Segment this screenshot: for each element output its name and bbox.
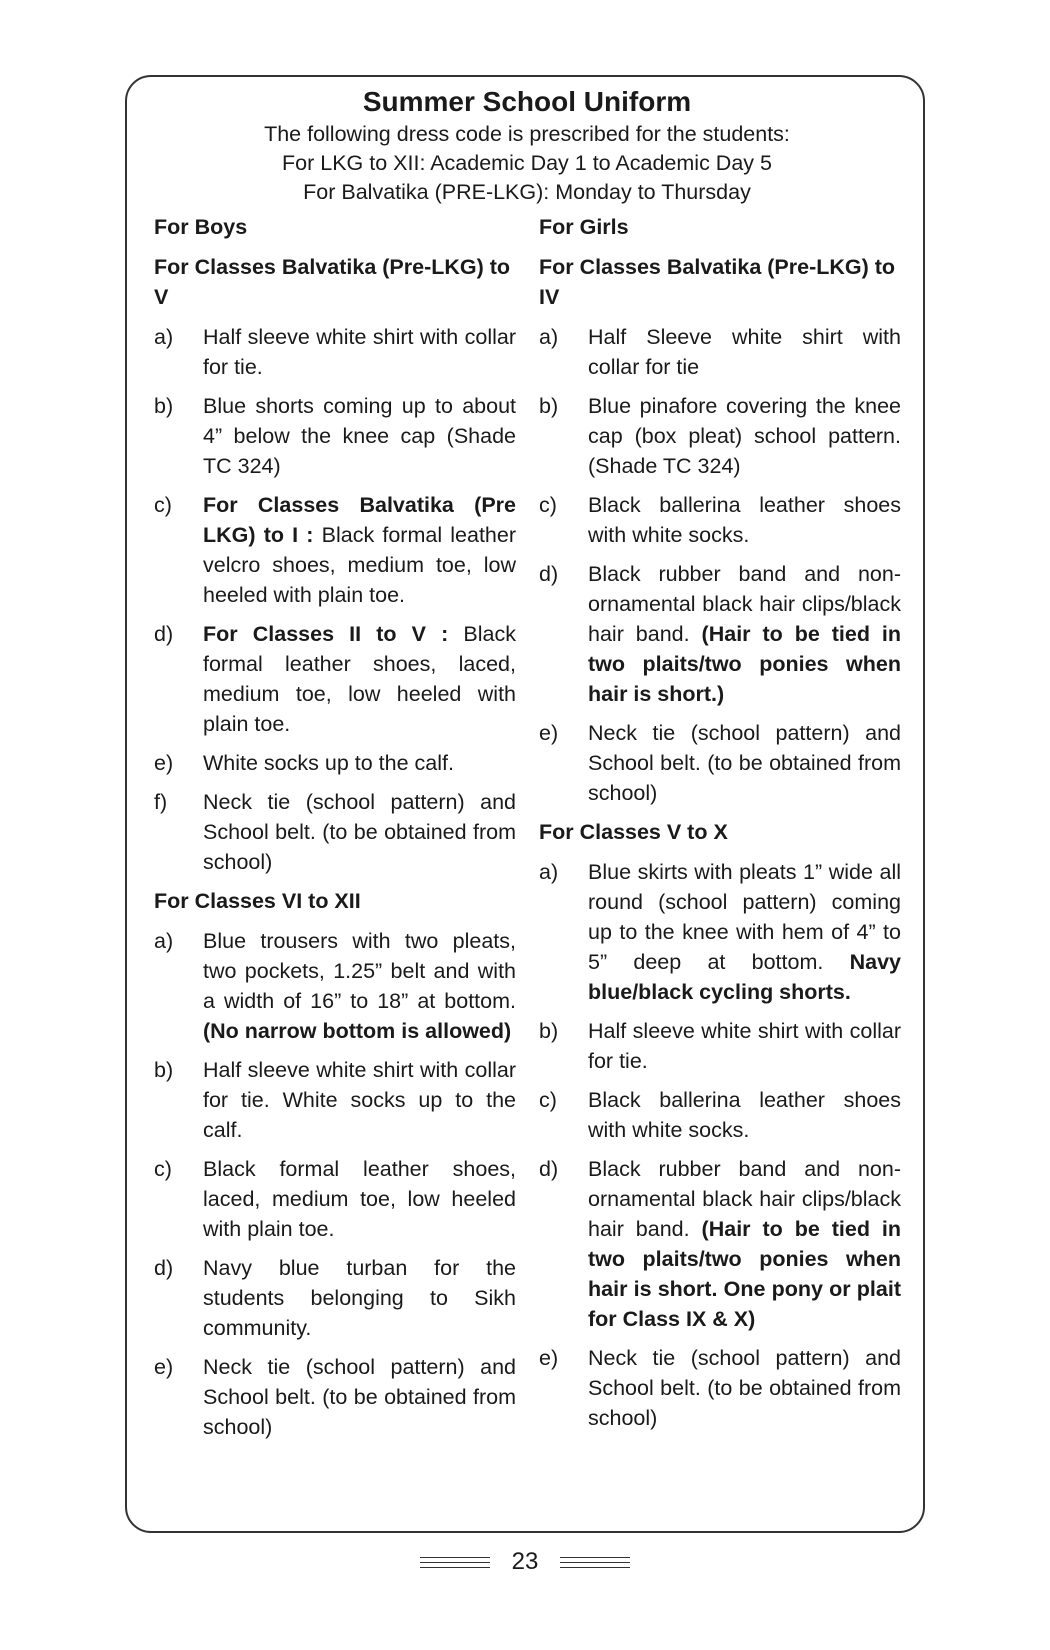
item-text <box>203 1256 516 1340</box>
item-plain-text: Neck tie (school pattern) and School belt. (to be obtained from school) <box>588 1346 901 1430</box>
footer-rule-right <box>560 1557 630 1572</box>
item-plain-text: Black formal leather velcro shoes, medium toe, low heeled with plain toe. <box>203 523 517 607</box>
item-letter: c) <box>154 493 172 517</box>
item-plain-text: Black rubber band and non-ornamental black hair clips/black hair band. <box>588 562 901 646</box>
list-item <box>539 391 901 481</box>
item-bold-text: (No narrow bottom is allowed) <box>203 1019 512 1043</box>
list-item <box>154 926 516 1046</box>
item-bold-text: (Hair to be tied in two plaits/two ponies when hair is short. One pony or plait for Class IX & X) <box>588 1217 902 1331</box>
schedule-line-balvatika: For Balvatika (PRE-LKG): Monday to Thursday <box>303 180 751 204</box>
item-text <box>203 929 516 1043</box>
boys-senior-list <box>154 926 516 1442</box>
item-plain-text: White socks up to the calf. <box>203 751 454 775</box>
item-text <box>588 493 901 547</box>
list-item <box>154 748 516 778</box>
item-text <box>203 622 516 736</box>
item-letter: c) <box>154 1157 172 1181</box>
item-text <box>203 325 516 379</box>
item-plain-text: Neck tie (school pattern) and School belt. (to be obtained from school) <box>203 1355 516 1439</box>
item-text <box>588 1088 901 1142</box>
item-letter: a) <box>539 860 559 884</box>
item-plain-text: Black rubber band and non-ornamental black hair clips/black hair band. <box>588 1157 901 1241</box>
item-plain-text: Neck tie (school pattern) and School belt. (to be obtained from school) <box>588 721 901 805</box>
list-item <box>154 1352 516 1442</box>
girls-senior-heading: For Classes V to X <box>539 820 728 844</box>
item-letter: a) <box>154 325 174 349</box>
list-item <box>539 1085 901 1145</box>
item-letter: f) <box>154 790 168 814</box>
list-item <box>154 391 516 481</box>
item-plain-text: Navy blue turban for the students belonging to Sikh community. <box>203 1256 516 1340</box>
item-text <box>203 1355 516 1439</box>
item-text <box>588 1157 901 1331</box>
list-item <box>154 1253 516 1343</box>
item-letter: e) <box>539 721 559 745</box>
item-text <box>203 493 516 607</box>
item-letter: b) <box>154 1058 174 1082</box>
item-plain-text: Neck tie (school pattern) and School belt. (to be obtained from school) <box>203 790 516 874</box>
uniform-card <box>125 75 925 1533</box>
item-text <box>588 1019 901 1073</box>
item-text <box>588 1346 901 1430</box>
list-item <box>539 1343 901 1433</box>
list-item <box>154 787 516 877</box>
girls-junior-list <box>539 322 901 808</box>
item-letter: b) <box>539 1019 559 1043</box>
list-item <box>539 559 901 709</box>
list-item <box>154 490 516 610</box>
item-letter: b) <box>539 394 559 418</box>
boys-senior-heading: For Classes VI to XII <box>154 889 361 913</box>
girls-column <box>539 212 901 1442</box>
item-text <box>588 860 901 1004</box>
item-plain-text: Blue pinafore covering the knee cap (box pleat) school pattern. (Shade TC 324) <box>588 394 901 478</box>
item-plain-text: Half sleeve white shirt with collar for tie. <box>588 1019 901 1073</box>
item-bold-text: For Classes Balvatika (Pre LKG) to I : <box>203 493 516 547</box>
item-text <box>203 394 516 478</box>
item-letter: b) <box>154 394 174 418</box>
list-item <box>154 1055 516 1145</box>
item-plain-text: Blue trousers with two pleats, two pockets, 1.25” belt and with a width of 16” to 18” at bottom. <box>203 929 516 1013</box>
item-letter: a) <box>154 929 174 953</box>
boys-heading: For Boys <box>154 215 248 239</box>
item-plain-text: Half sleeve white shirt with collar for tie. White socks up to the calf. <box>203 1058 516 1142</box>
header <box>127 84 927 207</box>
item-letter: e) <box>154 1355 174 1379</box>
item-text <box>203 790 516 874</box>
item-bold-text: For Classes II to V : <box>203 622 449 646</box>
item-letter: d) <box>154 622 174 646</box>
page-number: 23 <box>511 1548 539 1575</box>
item-letter: d) <box>539 1157 559 1181</box>
boys-junior-heading: For Classes Balvatika (Pre-LKG) to V <box>154 255 511 309</box>
list-item <box>154 619 516 739</box>
item-text <box>203 1058 516 1142</box>
intro-line: The following dress code is prescribed for the students: <box>264 122 790 146</box>
item-plain-text: Black ballerina leather shoes with white socks. <box>588 493 901 547</box>
list-item <box>539 1154 901 1334</box>
list-item <box>539 718 901 808</box>
item-plain-text: Black formal leather shoes, laced, medium toe, low heeled with plain toe. <box>203 1157 516 1241</box>
item-plain-text: Blue shorts coming up to about 4” below the knee cap (Shade TC 324) <box>203 394 516 478</box>
list-item <box>539 322 901 382</box>
list-item <box>539 857 901 1007</box>
item-letter: c) <box>539 1088 557 1112</box>
item-text <box>588 562 901 706</box>
item-letter: d) <box>539 562 559 586</box>
boys-column <box>154 212 516 1451</box>
page-title: Summer School Uniform <box>362 86 692 117</box>
boys-junior-list <box>154 322 516 877</box>
item-text <box>203 751 454 775</box>
list-item <box>539 1016 901 1076</box>
list-item <box>154 1154 516 1244</box>
item-plain-text: Blue skirts with pleats 1” wide all round (school pattern) coming up to the knee with hem of 4” to 5” deep at bottom. <box>588 860 901 974</box>
list-item <box>539 490 901 550</box>
item-bold-text: (Hair to be tied in two plaits/two ponies when hair is short.) <box>588 622 902 706</box>
schedule-line-lkg: For LKG to XII: Academic Day 1 to Academic Day 5 <box>282 151 772 175</box>
girls-junior-heading: For Classes Balvatika (Pre-LKG) to IV <box>539 255 896 309</box>
girls-heading: For Girls <box>539 215 629 239</box>
item-plain-text: Half Sleeve white shirt with collar for tie <box>588 325 901 379</box>
item-plain-text: Half sleeve white shirt with collar for tie. <box>203 325 516 379</box>
item-text <box>588 325 901 379</box>
item-plain-text: Black ballerina leather shoes with white socks. <box>588 1088 901 1142</box>
item-letter: e) <box>539 1346 559 1370</box>
list-item <box>154 322 516 382</box>
girls-senior-list <box>539 857 901 1433</box>
item-letter: a) <box>539 325 559 349</box>
item-plain-text: Black formal leather shoes, laced, medium toe, low heeled with plain toe. <box>203 622 516 736</box>
item-bold-text: Navy blue/black cycling shorts. <box>588 950 901 1004</box>
item-text <box>203 1157 516 1241</box>
page-footer <box>420 1547 630 1583</box>
item-text <box>588 394 901 478</box>
item-letter: e) <box>154 751 174 775</box>
item-text <box>588 721 901 805</box>
item-letter: c) <box>539 493 557 517</box>
item-letter: d) <box>154 1256 174 1280</box>
